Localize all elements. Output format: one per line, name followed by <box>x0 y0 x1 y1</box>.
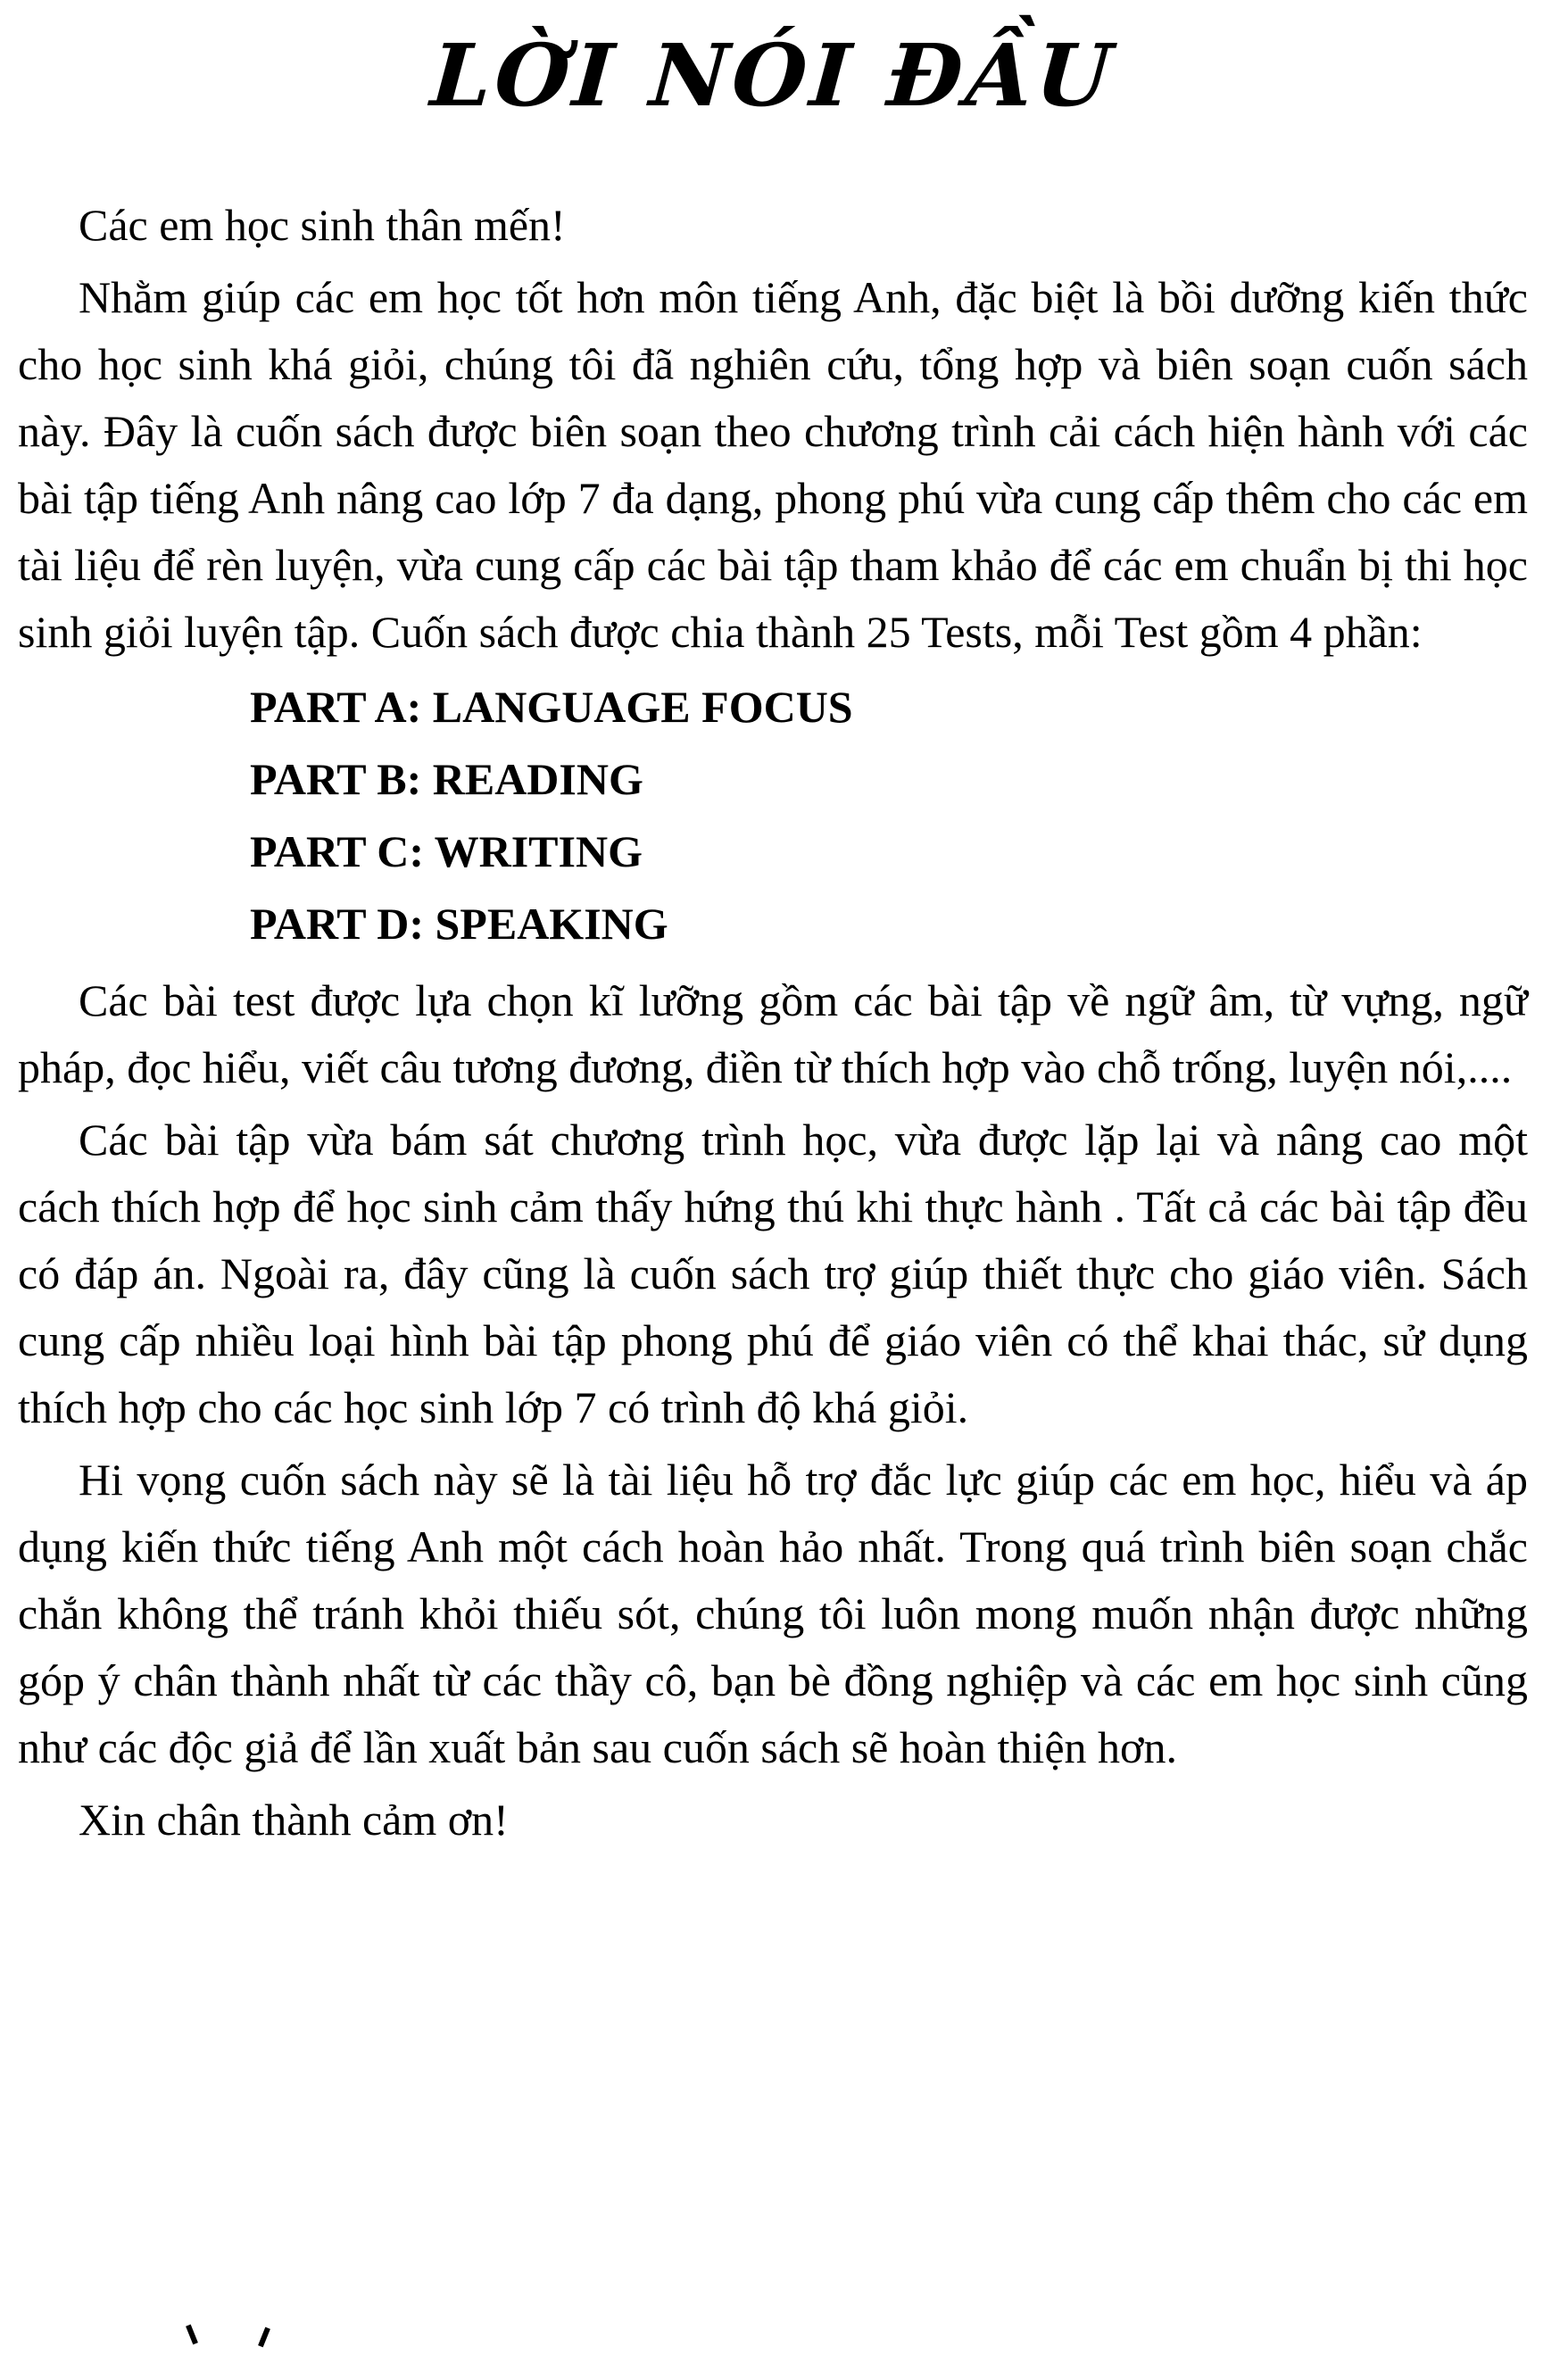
part-item-b: PART B: READING <box>250 754 643 804</box>
paragraph-intro: Nhằm giúp các em học tốt hơn môn tiếng Anh, đặc biệt là bồi dưỡng kiến thức cho học sinh khá giỏi, chúng tôi đã nghiên cứu, tổng hợp và biên soạn cuốn sách này. Đây là cuốn sách được biên soạn theo chương trình cải cách hiện hành với các bài tập tiếng Anh nâng cao lớp 7 đa dạng, phong phú vừa cung cấp thêm cho các em tài liệu để rèn luyện, vừa cung cấp các bài tập tham khảo để các em chuẩn bị thi học sinh giỏi luyện tập. Cuốn sách được chia thành 25 Tests, mỗi Test gồm 4 phần: <box>18 272 1528 657</box>
cutoff-acute-accent-mark <box>258 2327 270 2348</box>
parts-list <box>250 671 1528 960</box>
closing-line: Xin chân thành cảm ơn! <box>79 1795 509 1845</box>
part-item-d: PART D: SPEAKING <box>250 899 668 949</box>
paragraph-hope: Hi vọng cuốn sách này sẽ là tài liệu hỗ trợ đắc lực giúp các em học, hiểu và áp dụng kiến thức tiếng Anh một cách hoàn hảo nhất. Trong quá trình biên soạn chắc chắn không thể tránh khỏi thiếu sót, chúng tôi luôn mong muốn nhận được những góp ý chân thành nhất từ các thầy cô, bạn bè đồng nghiệp và các em học sinh cũng như các độc giả để lần xuất bản sau cuốn sách sẽ hoàn thiện hơn. <box>18 1455 1528 1772</box>
part-item-c: PART C: WRITING <box>250 826 643 876</box>
page-title: LỜI NÓI ĐẦU <box>427 25 1118 126</box>
paragraph-tests: Các bài test được lựa chọn kĩ lưỡng gồm các bài tập về ngữ âm, từ vựng, ngữ pháp, đọc hiểu, viết câu tương đương, điền từ thích hợp vào chỗ trống, luyện nói,.... <box>18 975 1528 1092</box>
part-item-a: PART A: LANGUAGE FOCUS <box>250 682 853 732</box>
greeting-line: Các em học sinh thân mến! <box>79 200 566 250</box>
paragraph-exercises: Các bài tập vừa bám sát chương trình học, vừa được lặp lại và nâng cao một cách thích hợp để học sinh cảm thấy hứng thú khi thực hành . Tất cả các bài tập đều có đáp án. Ngoài ra, đây cũng là cuốn sách trợ giúp thiết thực cho giáo viên. Sách cung cấp nhiều loại hình bài tập phong phú để giáo viên có thể khai thác, sử dụng thích hợp cho các học sinh lớp 7 có trình độ khá giỏi. <box>18 1115 1528 1432</box>
cutoff-grave-accent-mark <box>186 2325 198 2345</box>
